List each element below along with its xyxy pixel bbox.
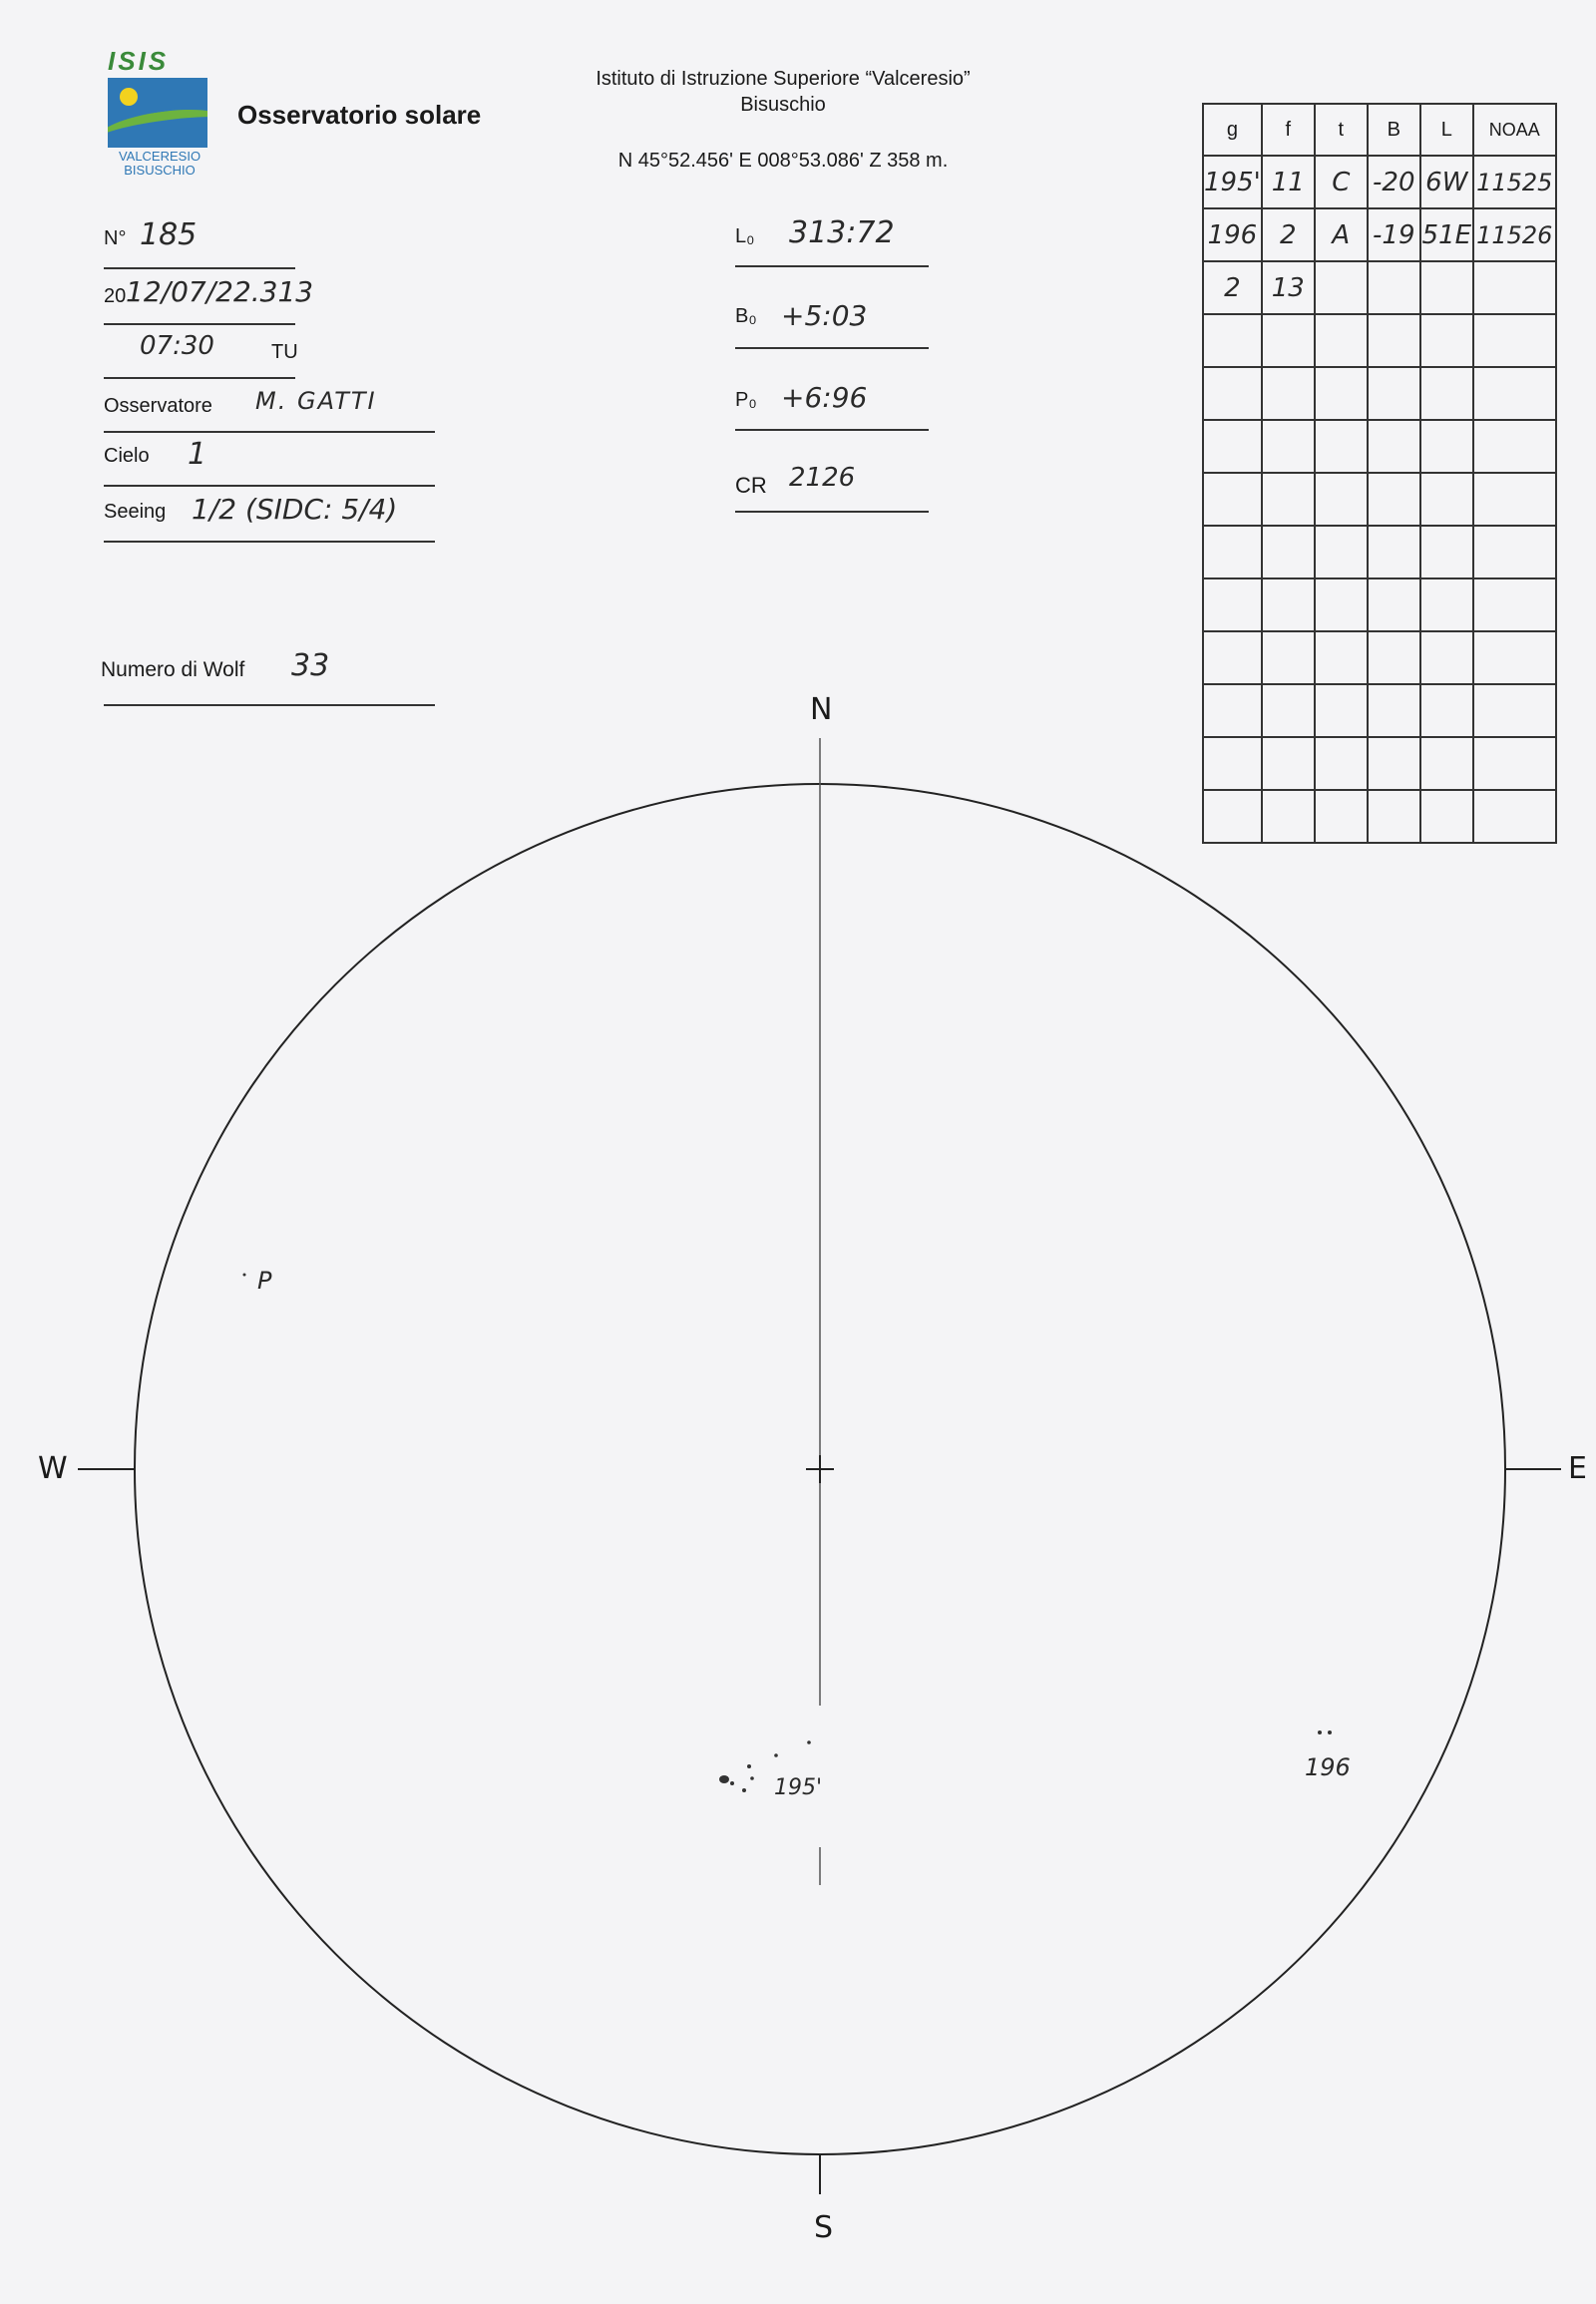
observer-value: M. GATTI: [255, 387, 377, 415]
header-b: B: [1368, 104, 1420, 156]
header-t: t: [1315, 104, 1368, 156]
group-196-label: 196: [1305, 1753, 1351, 1781]
time-suffix: TU: [271, 341, 298, 363]
p-marker-label: P: [257, 1267, 272, 1295]
table-cell: -20: [1368, 156, 1420, 208]
l0-label: L₀: [735, 225, 755, 247]
l0-value: 313:72: [789, 215, 895, 250]
p0-label: P₀: [735, 389, 757, 411]
observer-label: Osservatore: [104, 395, 212, 417]
sunspot: [1318, 1730, 1322, 1734]
header-l: L: [1420, 104, 1473, 156]
date-value: 12/07/22.313: [126, 275, 314, 308]
sunspot: [807, 1740, 811, 1744]
table-cell: 13: [1262, 261, 1315, 314]
p0-value: +6:96: [781, 381, 868, 414]
sunspot: [730, 1781, 734, 1785]
number-label: N°: [104, 227, 127, 249]
b0-value: +5:03: [781, 299, 868, 332]
isis-wordmark: ISIS: [108, 46, 170, 76]
institute-line1: Istituto di Istruzione Superiore “Valceresio”: [596, 68, 971, 90]
wolf-number-label: Numero di Wolf: [101, 658, 245, 681]
sunspot: [750, 1776, 754, 1780]
header-f: f: [1262, 104, 1315, 156]
table-cell: 6W: [1420, 156, 1473, 208]
west-label: W: [38, 1451, 68, 1486]
cr-label: CR: [735, 473, 767, 498]
institute-line2: Bisuschio: [740, 94, 826, 116]
number-value: 185: [140, 217, 198, 252]
north-label: N: [810, 692, 833, 727]
table-cell: 11526: [1473, 208, 1556, 261]
table-cell: A: [1315, 208, 1368, 261]
sunspot: [774, 1753, 778, 1757]
table-cell: 196: [1203, 208, 1262, 261]
table-cell: 11525: [1473, 156, 1556, 208]
header-g: g: [1203, 104, 1262, 156]
observatory-coordinates: N 45°52.456' E 008°53.086' Z 358 m.: [617, 150, 949, 172]
time-value: 07:30: [140, 331, 214, 361]
table-cell: -19: [1368, 208, 1420, 261]
table-cell: 2: [1203, 261, 1262, 314]
group-195-label: 195': [774, 1775, 823, 1800]
sunspot: [1328, 1730, 1332, 1734]
wolf-number-value: 33: [291, 648, 330, 683]
seeing-label: Seeing: [104, 501, 167, 523]
logo-caption-line1: VALCERESIO: [118, 149, 201, 164]
b0-label: B₀: [735, 305, 757, 327]
table-cell: 195': [1203, 156, 1262, 208]
header-noaa: NOAA: [1473, 104, 1556, 156]
sky-label: Cielo: [104, 445, 150, 467]
south-label: S: [814, 2210, 834, 2245]
sunspot: [742, 1788, 746, 1792]
p-marker-dot: [243, 1274, 246, 1277]
seeing-value: 1/2 (SIDC: 5/4): [192, 493, 398, 526]
sky-value: 1: [188, 437, 207, 472]
date-prefix: 20: [104, 285, 127, 307]
table-cell: 11: [1262, 156, 1315, 208]
sunspot: [747, 1764, 751, 1768]
logo-caption-line2: BISUSCHIO: [124, 163, 196, 178]
table-cell: 2: [1262, 208, 1315, 261]
cr-value: 2126: [789, 463, 856, 493]
table-cell: 51E: [1420, 208, 1473, 261]
east-label: E: [1568, 1451, 1587, 1486]
page-title: Osservatorio solare: [237, 100, 482, 130]
sunspot: [719, 1775, 729, 1783]
table-cell: C: [1315, 156, 1368, 208]
